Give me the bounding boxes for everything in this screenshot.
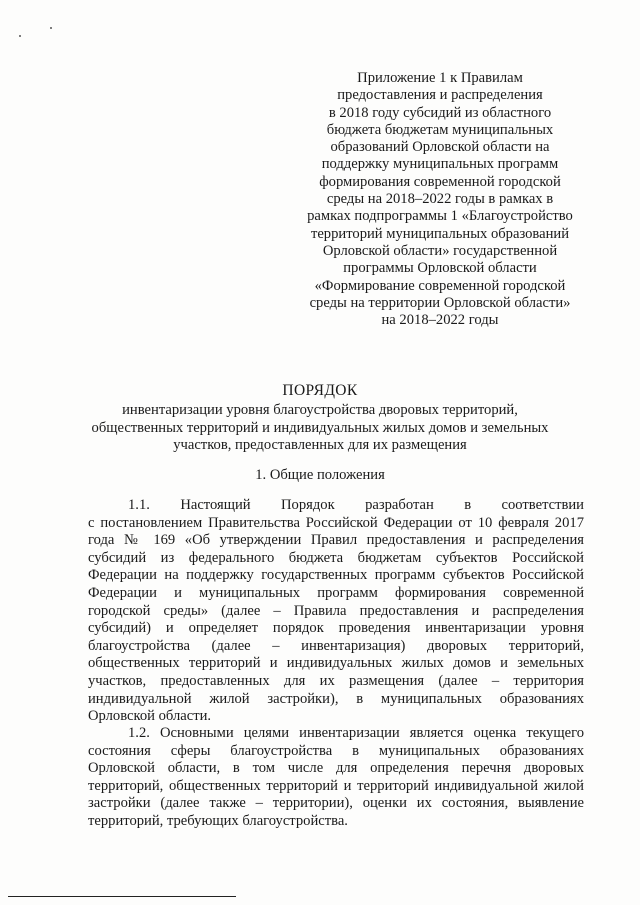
appendix-line: рамках подпрограммы 1 «Благоустройство (307, 208, 573, 225)
paragraph-line: 1.2. Основными целями инвентаризации является оценка текущего (128, 725, 584, 741)
appendix-line: среды на 2018–2022 годы в рамках в (326, 191, 554, 208)
appendix-line: в 2018 году субсидий из областного (328, 104, 552, 121)
scan-speck (50, 27, 52, 29)
section-heading: 1. Общие положения (255, 467, 385, 483)
paragraph-line: с постановлением Правительства Российской Федерации от 10 февраля 2017 (88, 514, 584, 531)
paragraph-line: 1.1. Настоящий Порядок разработан в соответствии (128, 497, 584, 513)
paragraph-line: Орловской области, в том числе для определения перечня дворовых (88, 760, 584, 777)
subtitle-line: инвентаризации уровня благоустройства дворовых территорий, (122, 402, 518, 418)
paragraph-line: индивидуальной жилой застройки), в муниципальных образованиях (88, 690, 584, 707)
appendix-line: на 2018–2022 годы (381, 312, 499, 329)
paragraph-line: городской среды» (далее – Правила предоставления и распределения (88, 602, 584, 619)
paragraph-line: благоустройства (далее – инвентаризация) дворовых территорий, (88, 637, 584, 654)
scan-speck (19, 35, 21, 37)
appendix-line: программы Орловской области (343, 260, 537, 277)
paragraph-line: застройки (далее также – территории), оценки их состояния, выявление (88, 795, 584, 812)
footnote-divider (8, 896, 236, 897)
paragraph-1-1 (88, 497, 584, 726)
paragraph-line: субсидий) и определяет порядок проведения инвентаризации уровня (88, 620, 584, 637)
paragraph-line: субсидий из федерального бюджета бюджетам субъектов Российской (88, 549, 584, 566)
paragraph-line: Федерации и муниципальных программ формирования современной (88, 584, 584, 601)
appendix-line: образований Орловской области на (330, 139, 550, 156)
appendix-line: Орловской области» государственной (322, 242, 558, 259)
paragraph-line: территорий, общественных территорий и территорий индивидуальной жилой (88, 777, 584, 794)
appendix-line: «Формирование современной городской (314, 277, 566, 294)
appendix-header (290, 70, 590, 329)
appendix-line: Приложение 1 к Правилам (357, 70, 523, 86)
paragraph-line: состояния сферы благоустройства в муниципальных образованиях (88, 742, 584, 759)
appendix-line: среды на территории Орловской области» (309, 294, 571, 311)
document-subtitle (60, 402, 580, 455)
paragraph-line: года № 169 «Об утверждении Правил предоставления и распределения (88, 532, 584, 549)
appendix-line: территорий муниципальных образований (310, 225, 570, 242)
appendix-line: предоставления и распределения (337, 87, 543, 104)
subtitle-line: участков, предоставленных для их размещения (173, 437, 467, 454)
appendix-line: бюджета бюджетам муниципальных (326, 121, 554, 138)
paragraph-line: участков, предоставленных для их размещения (далее – территория (88, 672, 584, 689)
paragraph-line: общественных территорий и индивидуальных жилых домов и земельных (88, 655, 584, 672)
appendix-line: формирования современной городской (319, 173, 561, 190)
document-title: ПОРЯДОК (282, 382, 358, 399)
paragraph-line: Федерации на поддержку государственных программ субъектов Российской (88, 567, 584, 584)
subtitle-line: общественных территорий и индивидуальных жилых домов и земельных (91, 419, 549, 436)
paragraph-1-2 (88, 725, 584, 831)
paragraph-line: территорий, требующих благоустройства. (88, 812, 348, 829)
paragraph-line: Орловской области. (88, 708, 212, 725)
appendix-line: поддержку муниципальных программ (321, 156, 559, 173)
